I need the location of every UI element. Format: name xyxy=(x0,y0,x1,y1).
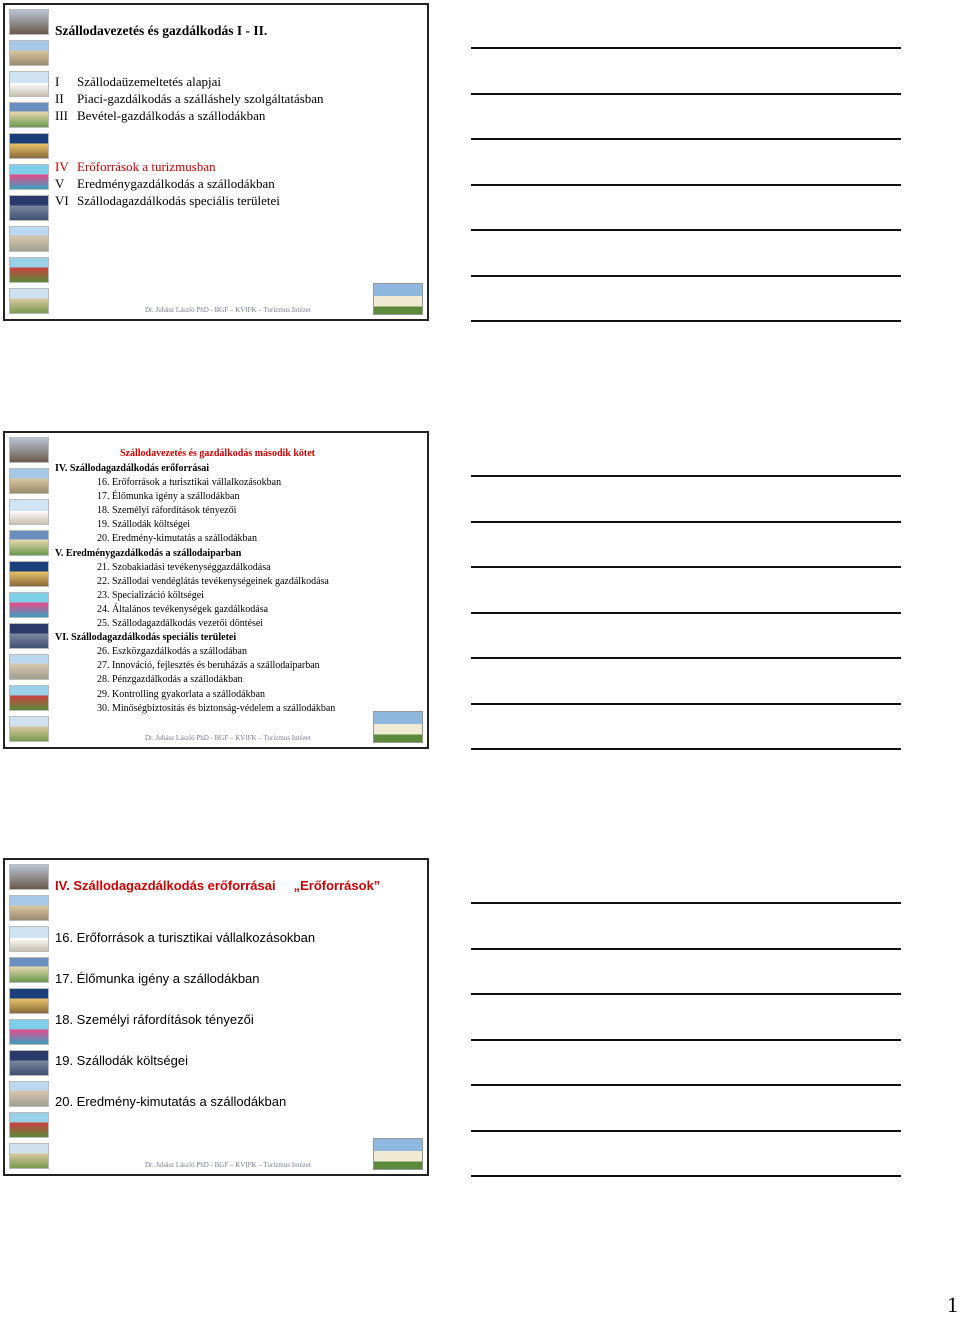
note-line xyxy=(471,1039,901,1041)
chapter-item: 25. Szállodagazdálkodás vezetői döntései xyxy=(97,618,264,630)
chapter-item: 16. Erőforrások a turisztikai vállalkozásokban xyxy=(97,477,282,489)
note-line xyxy=(471,1175,901,1177)
slide-3 xyxy=(3,858,429,1176)
pool-photo xyxy=(9,592,49,618)
note-line xyxy=(471,566,901,568)
note-line xyxy=(471,657,901,659)
note-line xyxy=(471,1084,901,1086)
chapter-item: 30. Minőségbiztosítás és biztonság-védelem a szállodákban xyxy=(97,702,336,714)
pool-photo xyxy=(9,1019,49,1045)
chapter-item: 20. Eredmény-kimutatás a szállodákban xyxy=(55,1094,287,1109)
note-line xyxy=(471,47,901,49)
hotel-photo xyxy=(9,468,49,494)
slide-footer: Dr. Juhász László PhD - BGF – KVIFK – Turizmus Intézet xyxy=(145,734,311,742)
castle-photo xyxy=(9,257,49,283)
note-line xyxy=(471,703,901,705)
hotel-photo xyxy=(9,561,49,587)
palace-logo xyxy=(373,283,423,315)
chapter-item: 17. Élőmunka igény a szállodákban xyxy=(97,491,240,503)
toc-item-highlighted: IV Erőforrások a turizmusban xyxy=(55,159,216,174)
hotel-photo xyxy=(9,895,49,921)
slide-title: Szállodavezetés és gazdálkodás I - II. xyxy=(55,23,268,38)
section-title: V. Eredménygazdálkodás a szállodaiparban xyxy=(55,547,242,559)
chapter-item: 24. Általános tevékenységek gazdálkodása xyxy=(97,603,269,615)
slide-2 xyxy=(3,431,429,749)
chapter-item: 29. Kontrolling gyakorlata a szállodákban xyxy=(97,688,266,700)
hotel-photo xyxy=(9,102,49,128)
toc-item: VI Szállodagazdálkodás speciális területei xyxy=(55,193,280,208)
slide-1 xyxy=(3,3,429,321)
hotel-photo xyxy=(9,40,49,66)
hotel-photo xyxy=(9,71,49,97)
note-line xyxy=(471,138,901,140)
slide-footer: Dr. Juhász László PhD - BGF – KVIFK – Turizmus Intézet xyxy=(145,306,311,314)
slide-heading: IV. Szállodagazdálkodás erőforrásai „Erőforrások” xyxy=(55,878,381,893)
note-line xyxy=(471,521,901,523)
toc-item: V Eredménygazdálkodás a szállodákban xyxy=(55,176,275,191)
pool-photo xyxy=(9,164,49,190)
note-line xyxy=(471,93,901,95)
hotel-photo xyxy=(9,988,49,1014)
photo-strip xyxy=(9,437,51,747)
castle-photo xyxy=(9,685,49,711)
city-photo xyxy=(9,623,49,649)
hotel-photo xyxy=(9,133,49,159)
hotel-photo xyxy=(9,1143,49,1169)
note-line xyxy=(471,902,901,904)
hotel-photo xyxy=(9,226,49,252)
hotel-photo xyxy=(9,716,49,742)
hotel-photo xyxy=(9,654,49,680)
chapter-item: 18. Személyi ráfordítások tényezői xyxy=(55,1012,254,1027)
chapter-item: 26. Eszközgazdálkodás a szállodában xyxy=(97,646,247,658)
toc-part-2 xyxy=(55,158,280,209)
toc-item: II Piaci-gazdálkodás a szálláshely szolgáltatásban xyxy=(55,91,324,106)
chapter-item: 17. Élőmunka igény a szállodákban xyxy=(55,971,260,986)
note-line xyxy=(471,320,901,322)
section-title: IV. Szállodagazdálkodás erőforrásai xyxy=(55,463,209,474)
chapter-item: 16. Erőforrások a turisztikai vállalkozásokban xyxy=(55,930,316,945)
palace-logo xyxy=(373,1138,423,1170)
hotel-photo xyxy=(9,530,49,556)
note-line xyxy=(471,612,901,614)
portrait-photo xyxy=(9,437,49,463)
chapter-item: 21. Szobakiadási tevékenységgazdálkodása xyxy=(97,561,271,573)
heading-quote: „Erőforrások” xyxy=(293,878,381,893)
chapter-item: 22. Szállodai vendéglátás tevékenységeinek gazdálkodása xyxy=(97,575,329,587)
chapter-item: 23. Specializáció költségei xyxy=(97,589,204,601)
city-photo xyxy=(9,1050,49,1076)
hotel-photo xyxy=(9,288,49,314)
note-line xyxy=(471,1130,901,1132)
section-title: VI. Szállodagazdálkodás speciális területei xyxy=(55,632,237,644)
hotel-photo xyxy=(9,957,49,983)
note-line xyxy=(471,475,901,477)
note-line xyxy=(471,184,901,186)
page-number: 1 xyxy=(947,1292,958,1317)
note-line xyxy=(471,993,901,995)
slide-heading: Szállodavezetés és gazdálkodás második kötet xyxy=(120,448,315,459)
hotel-photo xyxy=(9,1081,49,1107)
toc-part-1 xyxy=(55,73,324,124)
palace-logo xyxy=(373,711,423,743)
city-photo xyxy=(9,195,49,221)
portrait-photo xyxy=(9,9,49,35)
hotel-photo xyxy=(9,926,49,952)
portrait-photo xyxy=(9,864,49,890)
chapter-list xyxy=(55,930,315,1135)
chapter-item: 19. Szállodák költségei xyxy=(55,1053,188,1068)
castle-photo xyxy=(9,1112,49,1138)
hotel-photo xyxy=(9,499,49,525)
chapter-item: 19. Szállodák költségei xyxy=(97,519,191,531)
slide-footer: Dr. Juhász László PhD - BGF – KVIFK – Turizmus Intézet xyxy=(145,1161,311,1169)
photo-strip xyxy=(9,9,51,319)
chapter-item: 27. Innováció, fejlesztés és beruházás a szállodaiparban xyxy=(97,660,320,672)
toc-item: I Szállodaüzemeltetés alapjai xyxy=(55,74,222,89)
note-line xyxy=(471,275,901,277)
toc-item: III Bevétel-gazdálkodás a szállodákban xyxy=(55,108,266,123)
note-line xyxy=(471,948,901,950)
chapter-item: 20. Eredmény-kimutatás a szállodákban xyxy=(97,533,257,545)
photo-strip xyxy=(9,864,51,1174)
note-line xyxy=(471,748,901,750)
chapter-item: 18. Személyi ráfordítások tényezői xyxy=(97,505,237,517)
chapter-item: 28. Pénzgazdálkodás a szállodákban xyxy=(97,674,243,686)
chapter-list xyxy=(55,462,335,716)
note-line xyxy=(471,229,901,231)
